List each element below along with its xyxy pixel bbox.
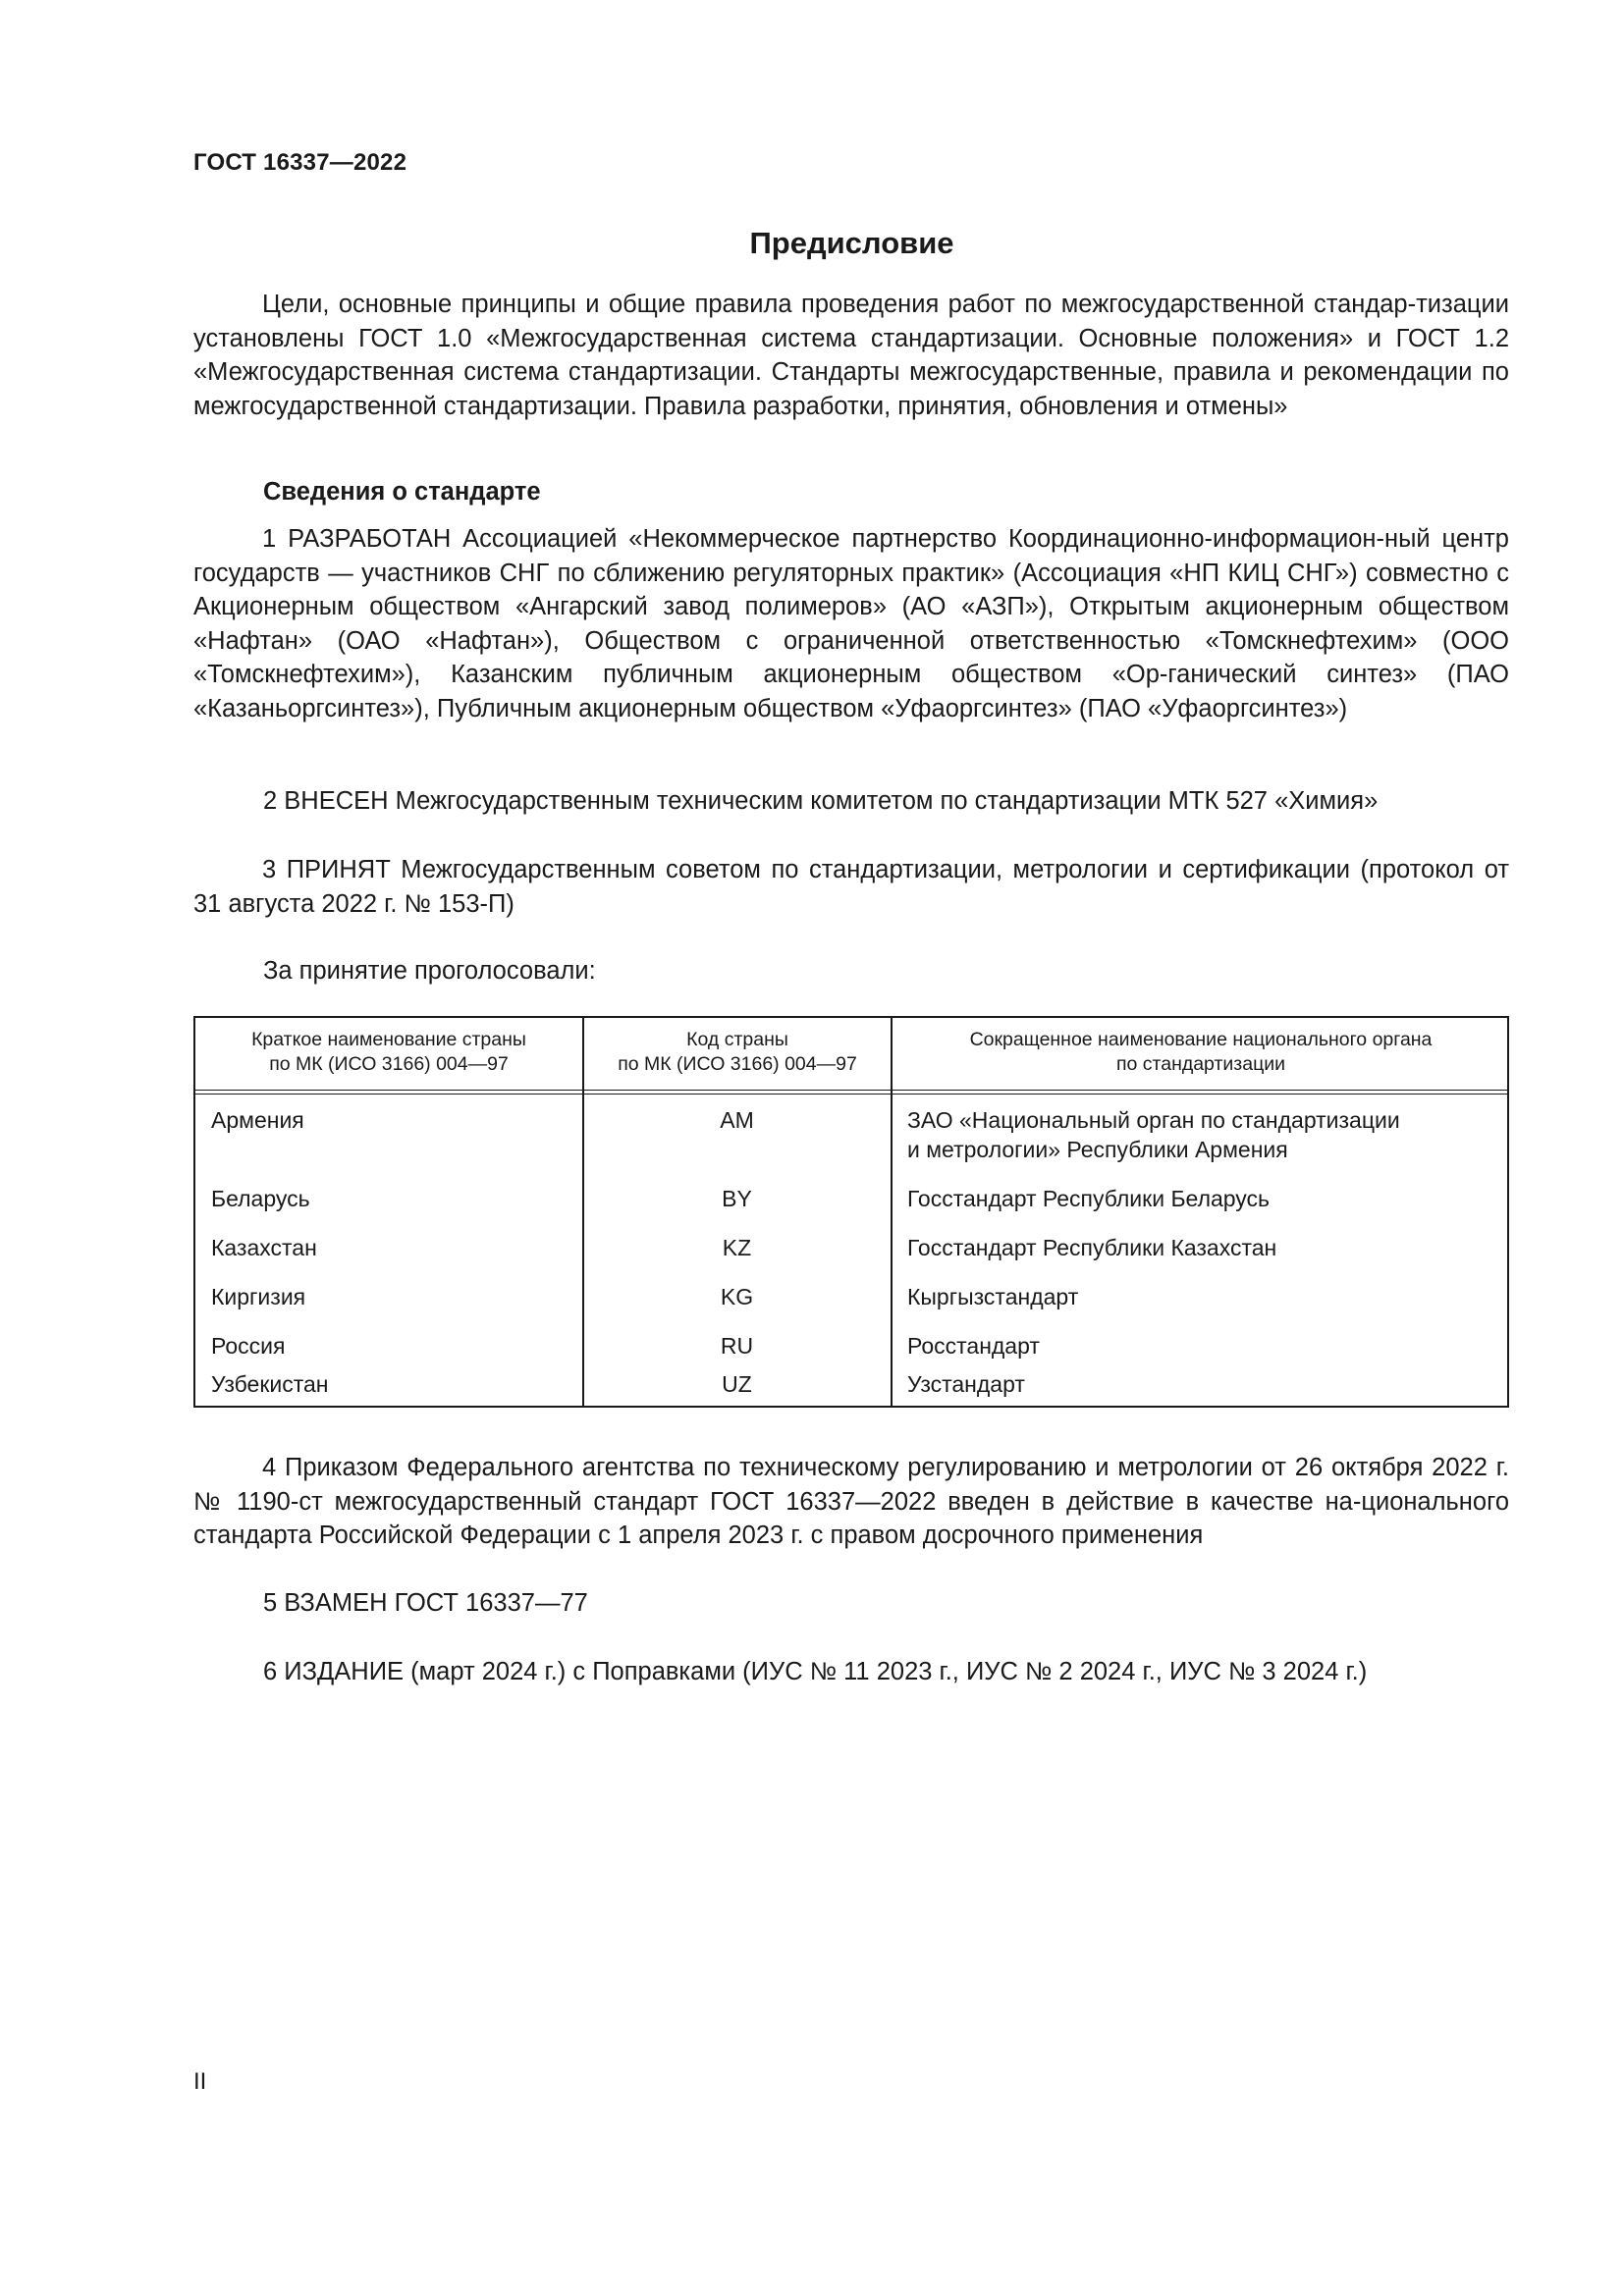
intro-paragraph: Цели, основные принципы и общие правила проведения работ по межгосударственной стандар-тизации установлены ГОСТ 1.0 «Межгосударственная система стандартизации. Основные положения» и ГОСТ 1.2 «Межгосударственная система стандартизации. Стандарты межгосударственные, правила и рекомендации по межгосударственной стандартизации. Правила разработки, принятия, обновления и отмены» (193, 291, 1509, 420)
item-3-adopted: 3 ПРИНЯТ Межгосударственным советом по стандартизации, метрологии и сертификации (протокол от 31 августа 2022 г. № 153-П) (193, 856, 1509, 918)
voting-table (193, 1016, 1509, 1408)
country-cell: Армения (211, 1107, 304, 1133)
header-divider (195, 1090, 1507, 1095)
code-cell: KG (720, 1284, 754, 1309)
code-cell: RU (720, 1333, 754, 1359)
code-cell: UZ (722, 1371, 752, 1397)
body-cell: Госстандарт Республики Беларусь (907, 1186, 1271, 1211)
country-cell: Россия (211, 1333, 286, 1359)
item-4-order: 4 Приказом Федерального агентства по техническому регулированию и метрологии от 26 октября 2022 г. № 1190-ст межгосударственный стандарт ГОСТ 16337—2022 введен в действие в качестве на-ционального стандарта Российской Федерации с 1 апреля 2023 г. с правом досрочного применения (193, 1454, 1509, 1549)
section-subheading: Сведения о стандарте (263, 478, 541, 506)
code-cell: KZ (722, 1235, 752, 1260)
country-cell: Беларусь (211, 1186, 310, 1211)
voted-label: За принятие проголосовали: (263, 957, 596, 985)
body-cell-line2: и метрологии» Республики Армения (907, 1137, 1288, 1162)
body-cell: ЗАО «Национальный орган по стандартизации (907, 1107, 1400, 1133)
table-header-country: Краткое наименование страны по МК (ИСО 3166) 004—97 (251, 1029, 526, 1075)
code-cell: AM (720, 1107, 754, 1133)
document-code: ГОСТ 16337—2022 (193, 149, 407, 176)
table-header-code: Код страны по МК (ИСО 3166) 004—97 (618, 1029, 857, 1075)
item-2-submitted: 2 ВНЕСЕН Межгосударственным техническим комитетом по стандартизации МТК 527 «Химия» (263, 787, 1379, 815)
body-cell: Кыргызстандарт (907, 1284, 1079, 1309)
item-1-developed: 1 РАЗРАБОТАН Ассоциацией «Некоммерческое партнерство Координационно-информацион-ный центр государств — участников СНГ по сближению регуляторных практик» (Ассоциация «НП КИЦ СНГ») совместно с Акционерным обществом «Ангарский завод полимеров» (АО «АЗП»), Открытым акционерным обществом «Нафтан» (ОАО «Нафтан»), Обществом с ограниченной ответственностью «Томскнефтехим» (ООО «Томскнефтехим»), Казанским публичным акционерным обществом «Ор-ганический синтез» (ПАО «Казаньоргсинтез»), Публичным акционерным обществом «Уфаоргсинтез» (ПАО «Уфаоргсинтез») (193, 525, 1509, 722)
page-title: Предисловие (749, 226, 954, 260)
table-header-body: Сокращенное наименование национального органа по стандартизации (969, 1029, 1433, 1075)
item-6-edition: 6 ИЗДАНИЕ (март 2024 г.) с Поправками (ИУС № 11 2023 г., ИУС № 2 2024 г., ИУС № 3 2024 г.) (263, 1658, 1368, 1685)
code-cell: BY (722, 1186, 752, 1211)
page-number: II (193, 2068, 207, 2095)
country-cell: Узбекистан (211, 1371, 329, 1397)
country-cell: Киргизия (211, 1284, 306, 1309)
body-cell: Госстандарт Республики Казахстан (907, 1235, 1277, 1260)
body-cell: Росстандарт (907, 1333, 1040, 1359)
country-cell: Казахстан (211, 1235, 317, 1260)
body-cell: Узстандарт (907, 1371, 1025, 1397)
item-5-replaces: 5 ВЗАМЕН ГОСТ 16337—77 (263, 1589, 588, 1617)
